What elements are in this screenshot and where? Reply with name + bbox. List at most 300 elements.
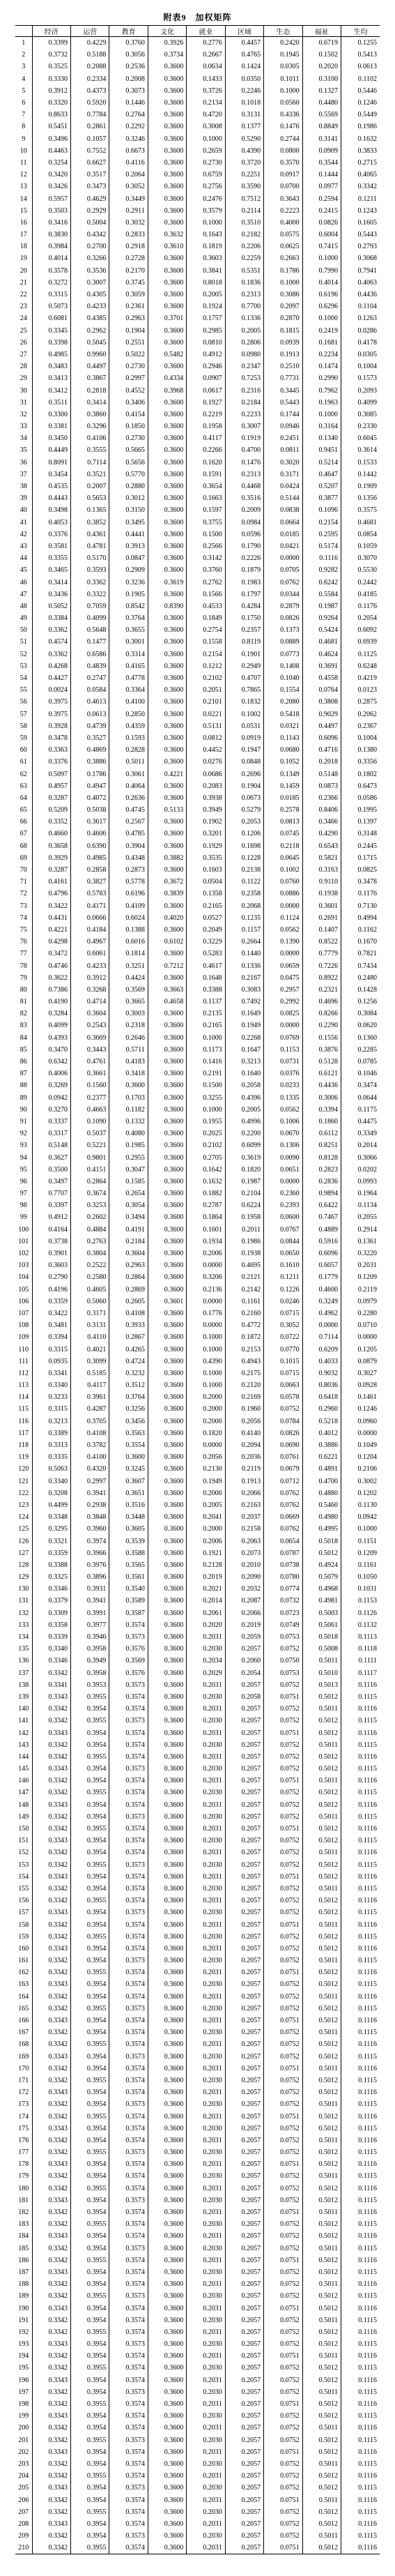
- table-cell: 0.3588: [109, 1547, 148, 1559]
- table-cell: 0.3745: [109, 277, 148, 289]
- table-cell: 0.7990: [302, 265, 341, 277]
- table-row: [15, 2255, 380, 2266]
- table-cell: 0.0233: [264, 1079, 302, 1091]
- table-cell: 0.4606: [70, 828, 109, 840]
- table-cell: 0.1757: [187, 312, 225, 324]
- table-cell: 0.3600: [148, 2243, 186, 2255]
- table-cell: 0.5038: [70, 804, 109, 816]
- table-cell: 0.7434: [341, 960, 380, 971]
- table-cell: 0.1116: [341, 2398, 380, 2410]
- table-cell: 0.8406: [302, 804, 341, 816]
- table-cell: 0.2667: [187, 49, 225, 61]
- table-cell: 0.1983: [225, 576, 263, 588]
- table-cell: 0.5004: [70, 217, 109, 229]
- table-cell: 0.3600: [148, 1499, 186, 1511]
- table-cell: 0.2030: [187, 2146, 225, 2158]
- table-cell: 0.0654: [264, 1535, 302, 1547]
- table-cell: 0.3346: [32, 1655, 70, 1667]
- row-index-cell: 197: [18, 2388, 29, 2396]
- table-cell: 0.4151: [70, 1164, 109, 1176]
- table-cell: 0.5012: [302, 2338, 341, 2350]
- table-cell: 0.4967: [70, 936, 109, 948]
- table-cell: 0.3830: [32, 229, 70, 241]
- table-cell: 0.2031: [187, 1895, 225, 1907]
- table-cell: 0.3600: [148, 1116, 186, 1128]
- table-cell: 0.0752: [264, 2530, 302, 2542]
- table-cell: 0.0586: [341, 792, 380, 804]
- table-cell: 0.2087: [225, 1595, 263, 1607]
- table-cell: 0.3600: [148, 1967, 186, 1978]
- table-cell: 0.1117: [341, 1667, 380, 1679]
- table-row: [15, 1631, 380, 1643]
- row-index-cell: 101: [18, 1237, 29, 1245]
- row-index-cell: 128: [18, 1561, 29, 1569]
- table-cell: 0.2057: [225, 1643, 263, 1655]
- row-index-cell: 23: [20, 303, 27, 311]
- table-row: [15, 984, 380, 996]
- table-cell: 0.4361: [70, 529, 109, 540]
- table-cell: 0.3575: [341, 504, 380, 516]
- table-cell: 0.2776: [187, 37, 225, 50]
- table-row: [15, 1416, 380, 1427]
- row-index-cell: 41: [20, 518, 27, 526]
- table-cell: 0.0575: [264, 229, 302, 241]
- table-cell: 0.0715: [264, 1308, 302, 1319]
- table-cell: 0.3600: [148, 1164, 186, 1176]
- row-index-cell: 123: [18, 1501, 29, 1509]
- row-index-cell: 143: [18, 1741, 29, 1749]
- table-cell: 0.3555: [70, 444, 109, 456]
- table-cell: 0.3342: [32, 2434, 70, 2446]
- table-cell: 0.3949: [187, 804, 225, 816]
- table-cell: 0.3614: [341, 444, 380, 456]
- table-cell: 0.3600: [148, 744, 186, 756]
- table-cell: 0.2057: [225, 2494, 263, 2506]
- table-cell: 0.2031: [187, 2446, 225, 2458]
- table-row: [15, 1056, 380, 1068]
- table-cell: 0.3600: [148, 2170, 186, 2182]
- table-cell: 0.5148: [302, 768, 341, 780]
- table-cell: 0.5012: [302, 2326, 341, 2338]
- table-cell: 0.2057: [225, 2255, 263, 2266]
- table-cell: 0.5011: [302, 2386, 341, 2398]
- table-cell: 0.1115: [341, 1811, 380, 1823]
- table-cell: 0.1116: [341, 2183, 380, 2195]
- table-cell: 0.3619: [225, 1151, 263, 1163]
- table-row: [15, 1379, 380, 1391]
- table-cell: 0.3574: [109, 2230, 148, 2242]
- row-index-cell: 161: [18, 1957, 29, 1965]
- table-cell: 0.5012: [302, 2003, 341, 2015]
- table-cell: 0.2836: [302, 1176, 341, 1188]
- table-cell: 0.3321: [32, 1535, 70, 1547]
- table-cell: 0.2280: [341, 1308, 380, 1319]
- table-cell: 0.0826: [302, 217, 341, 229]
- table-cell: 0.1632: [341, 133, 380, 145]
- row-index-cell: 14: [20, 195, 27, 203]
- table-cell: 0.3600: [148, 2482, 186, 2494]
- table-cell: 0.1554: [264, 684, 302, 696]
- table-cell: 0.0321: [264, 720, 302, 732]
- table-cell: 0.3600: [148, 2098, 186, 2110]
- table-cell: 0.6296: [302, 301, 341, 312]
- table-cell: 0.5045: [70, 337, 109, 349]
- table-cell: 0.1558: [187, 636, 225, 648]
- table-cell: 0.4348: [109, 852, 148, 864]
- table-cell: 0.2259: [225, 252, 263, 264]
- row-index-cell: 29: [20, 374, 27, 383]
- table-cell: 0.2828: [109, 744, 148, 756]
- table-cell: 0.4746: [32, 960, 70, 971]
- row-index-cell: 55: [20, 686, 27, 695]
- table-cell: 0.2057: [225, 2218, 263, 2230]
- row-index-cell: 44: [20, 554, 27, 563]
- table-cell: 0.1134: [341, 1199, 380, 1211]
- table-cell: 0.2011: [225, 1224, 263, 1236]
- table-cell: 0.4219: [341, 672, 380, 684]
- table-row: [15, 1775, 380, 1787]
- table-cell: 0.3600: [148, 564, 186, 576]
- table-cell: 0.2073: [225, 1547, 263, 1559]
- row-index-cell: 63: [20, 782, 27, 790]
- table-cell: 0.3574: [109, 2410, 148, 2422]
- table-cell: 0.1640: [225, 1068, 263, 1079]
- table-cell: 0.3955: [70, 2038, 109, 2050]
- table-row: [15, 241, 380, 252]
- table-cell: 0.6016: [109, 936, 148, 948]
- table-cell: 0.1995: [341, 804, 380, 816]
- table-cell: 0.3574: [109, 2362, 148, 2374]
- table-cell: 0.3574: [109, 2158, 148, 2170]
- table-cell: 0.2160: [225, 1308, 263, 1319]
- table-cell: 0.0752: [264, 2038, 302, 2050]
- table-row: [15, 1715, 380, 1727]
- row-index-cell: 20: [20, 266, 27, 275]
- table-cell: 0.3672: [148, 876, 186, 888]
- table-cell: 0.3574: [109, 1895, 148, 1907]
- table-cell: 0.1116: [341, 1895, 380, 1907]
- table-cell: 0.0762: [264, 576, 302, 588]
- table-cell: 0.2266: [187, 444, 225, 456]
- table-cell: 0.2031: [187, 2206, 225, 2218]
- table-cell: 0.3539: [109, 1535, 148, 1547]
- table-cell: 0.3617: [70, 816, 109, 828]
- table-cell: 0.0504: [187, 876, 225, 888]
- row-index-cell: 89: [20, 1093, 27, 1102]
- table-cell: 0.3600: [148, 517, 186, 529]
- table-row: [15, 480, 380, 492]
- table-cell: 0.4190: [32, 996, 70, 1008]
- table-cell: 0.1115: [341, 2123, 380, 2135]
- table-cell: 0.2057: [225, 2110, 263, 2122]
- table-cell: 0.9960: [70, 349, 109, 361]
- table-cell: 0.3966: [70, 1547, 109, 1559]
- table-cell: 0.1444: [302, 169, 341, 181]
- table-cell: 0.4624: [302, 649, 341, 660]
- table-cell: 0.1819: [187, 241, 225, 252]
- table-cell: 0.4981: [302, 1595, 341, 1607]
- table-cell: 0.5008: [302, 1643, 341, 1655]
- table-cell: 0.4109: [109, 900, 148, 912]
- table-cell: 0.1115: [341, 1859, 380, 1871]
- table-cell: 0.3573: [109, 1811, 148, 1823]
- table-cell: 0.2014: [341, 1139, 380, 1151]
- row-index-cell: 12: [20, 171, 27, 179]
- table-cell: 0.2118: [264, 840, 302, 852]
- table-cell: 0.3322: [70, 589, 109, 600]
- table-cell: 0.1205: [341, 1343, 380, 1355]
- table-cell: 0.1000: [341, 1523, 380, 1535]
- table-cell: 0.2169: [225, 1391, 263, 1403]
- table-cell: 0.1116: [341, 2158, 380, 2170]
- row-index-cell: 180: [18, 2184, 29, 2192]
- table-cell: 0.1115: [341, 2026, 380, 2038]
- table-cell: 0.2184: [109, 1236, 148, 1248]
- table-cell: 0.2869: [109, 1284, 148, 1296]
- table-cell: 0.1176: [341, 600, 380, 612]
- table-cell: 0.1116: [341, 1799, 380, 1811]
- table-cell: 0.0752: [264, 2123, 302, 2135]
- row-index-cell: 32: [20, 410, 27, 418]
- table-cell: 0.4613: [70, 696, 109, 708]
- table-cell: 0.3732: [32, 49, 70, 61]
- table-row: [15, 2338, 380, 2350]
- table-cell: 0.3600: [148, 2195, 186, 2206]
- table-cell: 0.3876: [302, 1044, 341, 1056]
- table-cell: 0.2057: [225, 1811, 263, 1823]
- table-row: [15, 504, 380, 516]
- table-cell: 0.3600: [148, 1535, 186, 1547]
- table-cell: 0.1115: [341, 2530, 380, 2542]
- table-cell: 0.3607: [109, 1476, 148, 1487]
- table-cell: 0.3478: [341, 876, 380, 888]
- table-cell: 0.4681: [341, 517, 380, 529]
- table-cell: 0.5012: [302, 2266, 341, 2278]
- table-cell: 0.3587: [109, 1607, 148, 1619]
- table-cell: 0.2057: [225, 2386, 263, 2398]
- table-cell: 0.0000: [187, 1296, 225, 1308]
- table-row: [15, 589, 380, 600]
- table-cell: 0.0780: [264, 1571, 302, 1583]
- table-cell: 0.0620: [341, 1020, 380, 1031]
- row-index-cell: 71: [20, 878, 27, 886]
- table-cell: 0.3573: [109, 2434, 148, 2446]
- table-cell: 0.4268: [32, 660, 70, 672]
- table-cell: 0.3574: [109, 1931, 148, 1943]
- table-cell: 0.2057: [225, 2158, 263, 2170]
- table-cell: 0.5003: [302, 1607, 341, 1619]
- table-cell: 0.3342: [32, 1847, 70, 1858]
- table-cell: 0.3342: [32, 1739, 70, 1751]
- table-cell: 0.7941: [341, 265, 380, 277]
- table-cell: 0.3466: [302, 816, 341, 828]
- table-cell: 0.2543: [70, 1020, 109, 1031]
- table-cell: 0.4452: [187, 744, 225, 756]
- table-cell: 0.2059: [225, 1631, 263, 1643]
- row-index-cell: 206: [18, 2496, 29, 2504]
- table-cell: 0.0751: [264, 2302, 302, 2314]
- table-cell: 0.3867: [70, 372, 109, 384]
- table-cell: 0.3954: [70, 1871, 109, 1883]
- table-cell: 0.0752: [264, 2470, 302, 2482]
- table-cell: 0.3760: [187, 564, 225, 576]
- table-cell: 0.3955: [70, 1691, 109, 1703]
- table-cell: 0.3954: [70, 2098, 109, 2110]
- table-cell: 0.3852: [70, 517, 109, 529]
- table-cell: 0.5018: [302, 1631, 341, 1643]
- table-row: [15, 432, 380, 444]
- table-row: [15, 780, 380, 792]
- table-cell: 0.2030: [187, 2026, 225, 2038]
- table-cell: 0.3342: [32, 1859, 70, 1871]
- table-cell: 0.4053: [32, 517, 70, 529]
- table-cell: 0.3955: [70, 1787, 109, 1798]
- table-cell: 0.0752: [264, 1835, 302, 1847]
- table-cell: 0.3496: [32, 133, 70, 145]
- table-row: [15, 768, 380, 780]
- table-cell: 0.3443: [70, 1044, 109, 1056]
- table-cell: 0.1913: [264, 349, 302, 361]
- table-cell: 0.2992: [264, 996, 302, 1008]
- table-cell: 0.0762: [264, 1499, 302, 1511]
- table-cell: 0.3954: [70, 1727, 109, 1738]
- table-cell: 0.5209: [32, 804, 70, 816]
- table-cell: 0.2880: [109, 480, 148, 492]
- table-row: [15, 2314, 380, 2326]
- table-cell: 0.2360: [264, 1188, 302, 1199]
- table-cell: 0.3131: [225, 109, 263, 121]
- row-index-cell: 88: [20, 1082, 27, 1090]
- table-cell: 0.7512: [225, 192, 263, 204]
- row-index-cell: 107: [18, 1309, 29, 1317]
- row-index-cell: 166: [18, 2017, 29, 2025]
- table-cell: 0.3955: [70, 2183, 109, 2195]
- table-cell: 0.3600: [148, 1667, 186, 1679]
- table-cell: 0.1211: [264, 1271, 302, 1283]
- column-header: 生均: [341, 26, 380, 37]
- table-cell: 0.1115: [341, 2170, 380, 2182]
- row-index-cell: 178: [18, 2160, 29, 2169]
- table-cell: 0.4695: [225, 1259, 263, 1271]
- table-cell: 0.3600: [148, 2038, 186, 2050]
- row-index-cell: 140: [18, 1705, 29, 1713]
- table-cell: 0.5011: [302, 2243, 341, 2255]
- table-cell: 0.2006: [187, 1535, 225, 1547]
- table-cell: 0.3600: [148, 589, 186, 600]
- table-cell: 0.1476: [264, 121, 302, 132]
- row-index-cell: 131: [18, 1597, 29, 1605]
- row-index-cell: 76: [20, 938, 27, 946]
- row-index-cell: 34: [20, 434, 27, 443]
- table-cell: 0.2057: [225, 2326, 263, 2338]
- table-cell: 0.1116: [341, 2374, 380, 2386]
- table-cell: 0.0024: [32, 684, 70, 696]
- table-cell: 0.2445: [341, 840, 380, 852]
- table-cell: 0.3600: [148, 1343, 186, 1355]
- table-cell: 0.0000: [264, 1176, 302, 1188]
- table-cell: 0.7552: [70, 145, 109, 157]
- table-row: [15, 2482, 380, 2494]
- table-cell: 0.2057: [225, 2051, 263, 2063]
- table-cell: 0.1173: [187, 1044, 225, 1056]
- table-cell: 0.1000: [302, 409, 341, 421]
- table-cell: 0.1360: [341, 1032, 380, 1044]
- table-cell: 0.2696: [225, 768, 263, 780]
- table-cell: 0.1585: [109, 1176, 148, 1188]
- table-row: [15, 744, 380, 756]
- table-cell: 0.3600: [148, 1643, 186, 1655]
- table-cell: 0.3229: [187, 936, 225, 948]
- table-cell: 0.3896: [70, 1571, 109, 1583]
- table-cell: 0.3574: [109, 2350, 148, 2362]
- table-row: [15, 576, 380, 588]
- table-cell: 0.0752: [264, 2086, 302, 2098]
- table-cell: 0.3954: [70, 2350, 109, 2362]
- table-cell: 0.9032: [302, 1367, 341, 1379]
- table-row: [15, 2386, 380, 2398]
- table-cell: 0.3901: [32, 1248, 70, 1259]
- table-cell: 0.3342: [32, 2278, 70, 2290]
- table-cell: 0.3574: [109, 1775, 148, 1787]
- row-index-cell: 147: [18, 1789, 29, 1797]
- table-cell: 0.3342: [32, 1931, 70, 1943]
- table-cell: 0.0752: [264, 2482, 302, 2494]
- table-cell: 0.3913: [109, 540, 148, 552]
- table-cell: 0.5022: [109, 349, 148, 361]
- table-cell: 0.0886: [264, 888, 302, 900]
- table-cell: 0.5012: [302, 2158, 341, 2170]
- table-row: [15, 1463, 380, 1475]
- table-cell: 0.3573: [109, 1859, 148, 1871]
- table-cell: 0.3600: [148, 1847, 186, 1858]
- table-cell: 0.3600: [148, 1631, 186, 1643]
- table-cell: 0.3600: [148, 840, 186, 852]
- table-cell: 0.0202: [341, 1164, 380, 1176]
- table-cell: 0.1204: [341, 1451, 380, 1463]
- table-cell: 0.3600: [148, 2255, 186, 2266]
- table-row: [15, 312, 380, 324]
- table-cell: 0.2763: [70, 1236, 109, 1248]
- table-cell: 0.0752: [264, 2170, 302, 2182]
- table-cell: 0.1115: [341, 1787, 380, 1798]
- table-cell: 0.3379: [32, 1595, 70, 1607]
- table-cell: 0.3600: [148, 457, 186, 469]
- table-cell: 0.1390: [264, 936, 302, 948]
- table-cell: 0.3337: [32, 1116, 70, 1128]
- table-cell: 0.2030: [187, 2410, 225, 2422]
- table-cell: 0.4996: [225, 1116, 263, 1128]
- table-cell: 0.2031: [187, 1631, 225, 1643]
- table-cell: 0.2057: [225, 2362, 263, 2374]
- table-cell: 0.3020: [264, 457, 302, 469]
- table-cell: 0.3929: [32, 852, 70, 864]
- table-cell: 0.3663: [148, 984, 186, 996]
- table-cell: 0.2057: [225, 2135, 263, 2146]
- table-cell: 0.1116: [341, 1918, 380, 1930]
- table-row: [15, 2170, 380, 2182]
- table-cell: 0.3220: [341, 1248, 380, 1259]
- table-cell: 0.4393: [32, 1032, 70, 1044]
- table-cell: 0.2057: [225, 1907, 263, 1918]
- table-cell: 0.0984: [225, 517, 263, 529]
- row-index-cell: 109: [18, 1333, 29, 1342]
- table-cell: 0.3343: [32, 2015, 70, 2026]
- table-cell: 0.3497: [32, 1176, 70, 1188]
- table-cell: 0.3343: [32, 1943, 70, 1955]
- table-cell: 0.2060: [225, 1655, 263, 1667]
- table-cell: 0.4778: [109, 672, 148, 684]
- table-cell: 0.3600: [148, 2470, 186, 2482]
